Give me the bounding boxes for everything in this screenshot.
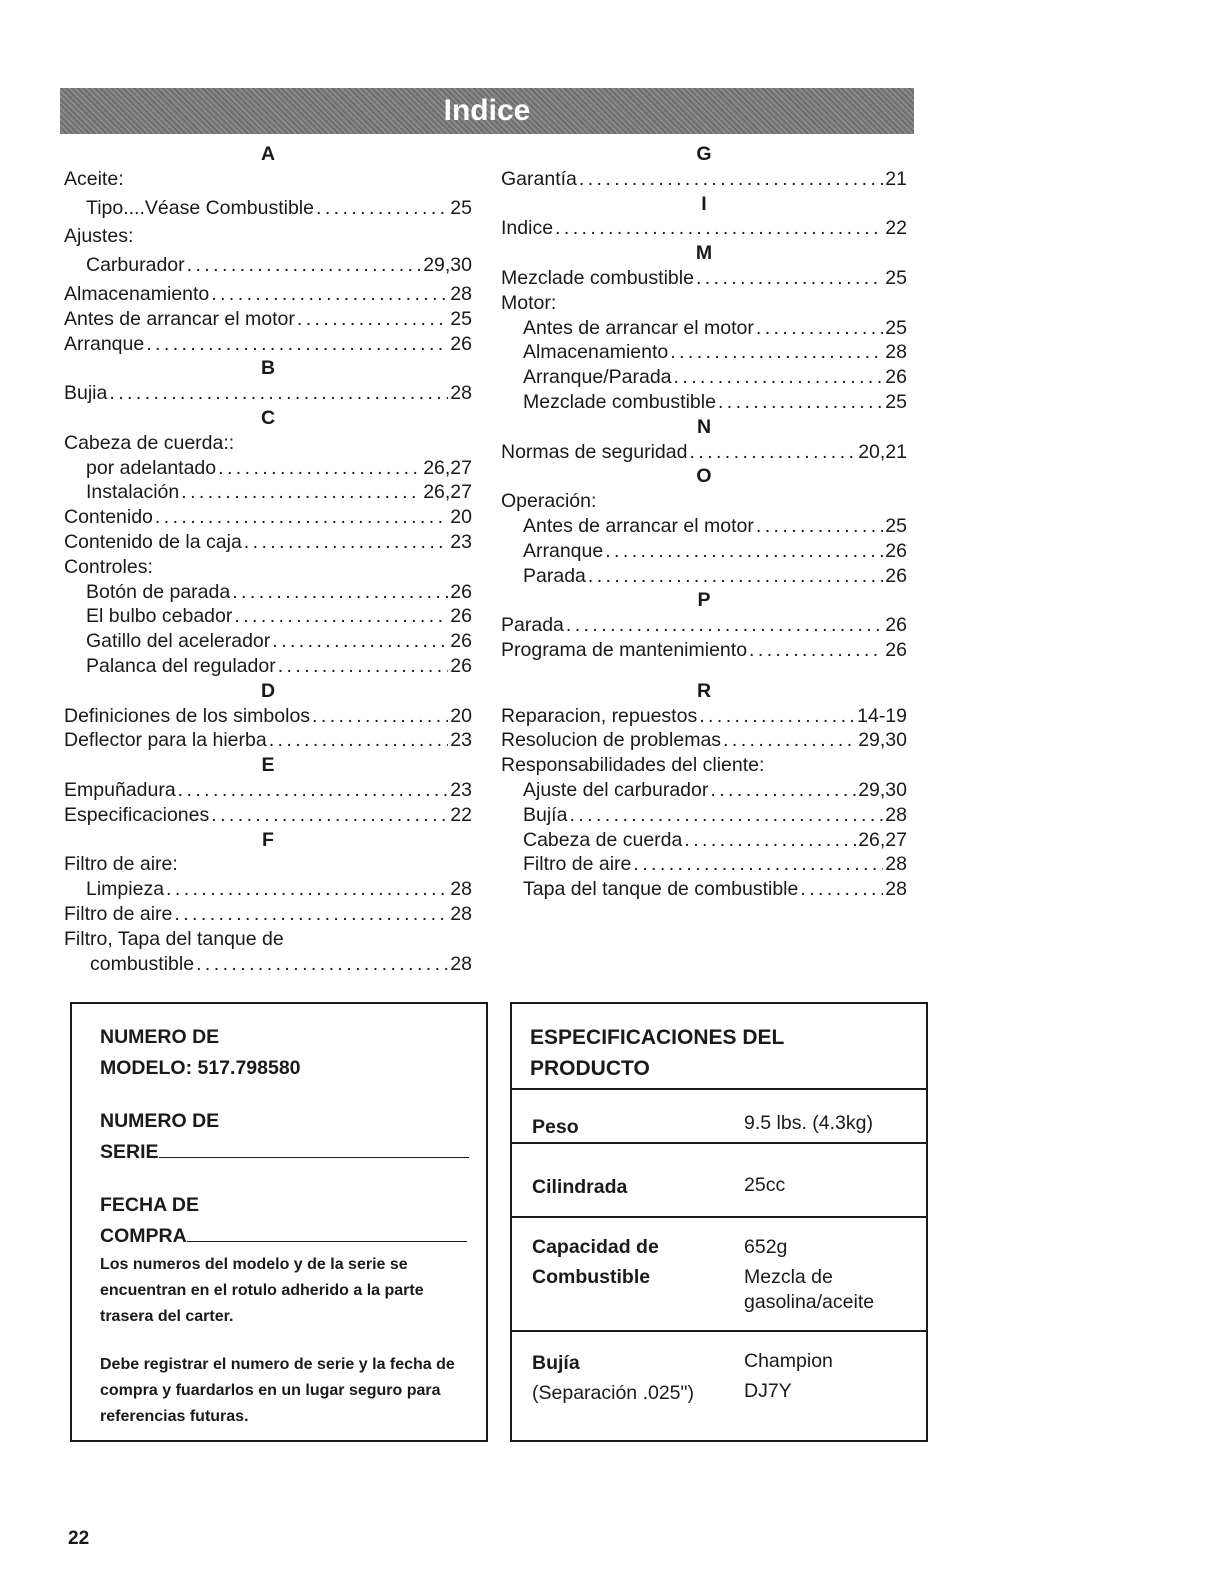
index-entry: Empuñadura . . . 23	[64, 778, 472, 803]
letter-heading-m: M	[695, 242, 713, 265]
index-title-banner: Indice	[60, 88, 914, 134]
letter-heading-i: I	[701, 192, 707, 215]
index-entry: Botón de parada . . . 26	[64, 580, 472, 605]
spec-key: Capacidad de Combustible	[532, 1236, 659, 1288]
index-left-column	[64, 142, 472, 976]
serial-field[interactable]: SERIE	[100, 1137, 476, 1168]
index-entry: Garantía . . . 21	[501, 167, 907, 192]
index-entry: El bulbo cebador . . . 26	[64, 604, 472, 629]
model-location-note: Los numeros del modelo y de la serie se encuentran en el rotulo adherido a la parte trasera del carter.	[100, 1256, 424, 1325]
index-entry: Antes de arrancar el motor . . . 25	[64, 307, 472, 332]
spec-row-spark-plug	[512, 1332, 926, 1440]
index-entry: Parada . . . 26	[501, 564, 907, 589]
index-entry: Indice . . . 22	[501, 216, 907, 241]
index-entry: Almacenamiento . . . 28	[64, 282, 472, 307]
index-entry: Filtro de aire . . . 28	[64, 902, 472, 927]
spec-key: Bujía (Separación .025")	[532, 1352, 694, 1404]
index-entry: Gatillo del acelerador . . . 26	[64, 629, 472, 654]
spec-value: 9.5 lbs. (4.3kg)	[744, 1112, 873, 1134]
spec-row-weight	[512, 1088, 926, 1144]
purchase-date-field[interactable]: COMPRA	[100, 1221, 476, 1252]
letter-heading-c: C	[260, 406, 276, 429]
model-serial-box	[70, 1002, 488, 1442]
index-heading: Controles:	[64, 555, 153, 578]
record-note: Debe registrar el numero de serie y la fecha de compra y fuardarlos en un lugar seguro para referencias futuras.	[100, 1356, 455, 1425]
index-entry: Antes de arrancar el motor . . . 25	[501, 316, 907, 341]
index-entry: Programa de mantenimiento . . . 26	[501, 638, 907, 663]
specs-title: ESPECIFICACIONES DEL PRODUCTO	[512, 1004, 926, 1090]
index-entry: Definiciones de los simbolos . . . 20	[64, 704, 472, 729]
index-entry: Antes de arrancar el motor . . . 25	[501, 514, 907, 539]
index-entry: Deflector para la hierba . . . 23	[64, 728, 472, 753]
index-entry: Bujia . . . 28	[64, 381, 472, 406]
letter-heading-b: B	[260, 357, 276, 380]
letter-heading-n: N	[696, 415, 712, 438]
date-label-line1: FECHA DE	[100, 1194, 199, 1216]
index-entry: Almacenamiento . . . 28	[501, 340, 907, 365]
index-heading: Motor:	[501, 291, 557, 314]
index-heading: Filtro, Tapa del tanque de	[64, 927, 284, 950]
index-entry: Mezclade combustible . . . 25	[501, 266, 907, 291]
index-entry: Contenido . . . 20	[64, 505, 472, 530]
spec-row-displacement	[512, 1144, 926, 1218]
index-entry: por adelantado . . . 26,27	[64, 456, 472, 481]
letter-heading-e: E	[261, 754, 275, 777]
index-entry: Tapa del tanque de combustible . . . 28	[501, 877, 907, 902]
index-entry: Normas de seguridad . . . 20,21	[501, 440, 907, 465]
index-heading: Cabeza de cuerda::	[64, 431, 235, 454]
product-specs-box	[510, 1002, 928, 1442]
index-entry: Resolucion de problemas . . . 29,30	[501, 728, 907, 753]
index-heading: Ajustes:	[64, 225, 134, 248]
letter-heading-d: D	[260, 679, 276, 702]
index-entry: Filtro de aire . . . 28	[501, 852, 907, 877]
letter-heading-p: P	[697, 589, 711, 612]
index-entry: Palanca del regulador . . . 26	[64, 654, 472, 679]
model-label-line1: NUMERO DE	[100, 1026, 220, 1048]
spec-value: Champion DJ7Y	[744, 1350, 833, 1402]
index-entry: Arranque/Parada . . . 26	[501, 365, 907, 390]
serial-label-line1: NUMERO DE	[100, 1110, 220, 1132]
index-entry: Especificaciones . . . 22	[64, 803, 472, 828]
letter-heading-g: G	[696, 143, 712, 165]
index-entry: Reparacion, repuestos . . . 14-19	[501, 704, 907, 729]
spec-value: 652g Mezcla de gasolina/aceite	[744, 1236, 875, 1313]
letter-heading-o: O	[696, 465, 712, 488]
letter-heading-a: A	[260, 143, 276, 165]
spec-row-fuel-capacity	[512, 1218, 926, 1332]
index-entry: Tipo....Véase Combustible . . . 25	[64, 196, 472, 221]
page-number: 22	[68, 1528, 90, 1549]
index-entry: Carburador . . . 29,30	[64, 253, 472, 278]
index-entry: Mezclade combustible . . . 25	[501, 390, 907, 415]
index-entry: Cabeza de cuerda . . . 26,27	[501, 828, 907, 853]
spec-value: 25cc	[744, 1174, 786, 1196]
index-entry: Instalación . . . 26,27	[64, 480, 472, 505]
index-entry: combustible . . . 28	[64, 952, 472, 977]
index-entry: Bujía . . . 28	[501, 803, 907, 828]
index-entry: Ajuste del carburador . . . 29,30	[501, 778, 907, 803]
model-number: MODELO: 517.798580	[100, 1057, 301, 1079]
spec-key: Peso	[532, 1116, 579, 1138]
index-entry: Parada . . . 26	[501, 613, 907, 638]
index-entry: Arranque . . . 26	[501, 539, 907, 564]
index-entry: Arranque . . . 26	[64, 332, 472, 357]
index-entry: Limpieza . . . 28	[64, 877, 472, 902]
index-entry: Contenido de la caja . . . 23	[64, 530, 472, 555]
index-heading: Aceite:	[64, 167, 124, 190]
letter-heading-r: R	[696, 679, 712, 702]
index-heading: Filtro de aire:	[64, 853, 178, 876]
letter-heading-f: F	[262, 828, 274, 851]
index-heading: Operación:	[501, 490, 597, 513]
spec-key: Cilindrada	[532, 1176, 628, 1198]
index-heading: Responsabilidades del cliente:	[501, 754, 765, 777]
index-right-column	[501, 142, 907, 902]
